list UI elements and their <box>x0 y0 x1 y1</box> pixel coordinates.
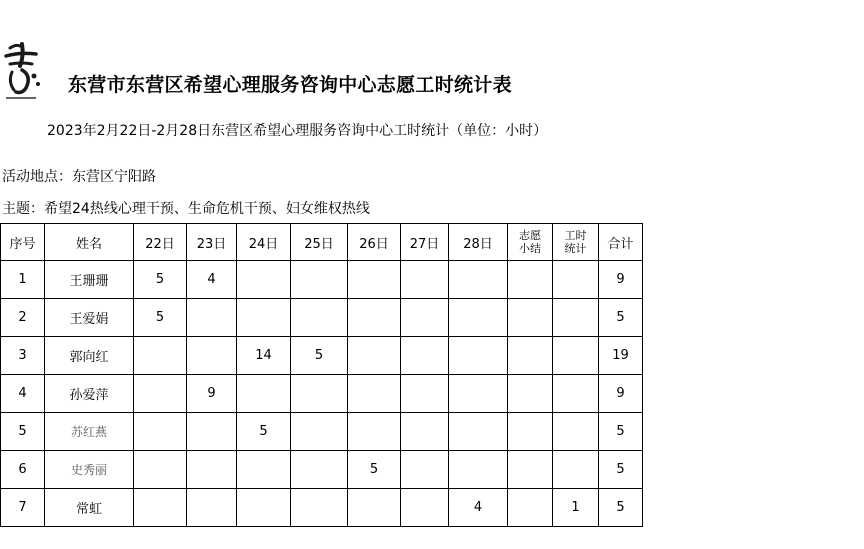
table-cell <box>401 337 449 375</box>
table-cell: 2 <box>1 299 45 337</box>
header-cell-line: 工时 <box>564 229 587 242</box>
table-header-row <box>1 224 643 261</box>
header-cell: 合计 <box>599 224 643 261</box>
header-cell: 23日 <box>187 224 237 261</box>
table-cell <box>134 375 187 413</box>
table-cell <box>291 413 348 451</box>
table-row <box>1 413 643 451</box>
table-cell <box>508 299 553 337</box>
table-cell <box>449 299 508 337</box>
header-cell-line: 小结 <box>519 242 541 255</box>
table-cell: 5 <box>1 413 45 451</box>
header-cell: 27日 <box>401 224 449 261</box>
table-cell <box>553 413 599 451</box>
table-cell <box>134 337 187 375</box>
table-cell <box>187 451 237 489</box>
table-cell <box>401 451 449 489</box>
header-cell: 姓名 <box>45 224 134 261</box>
table-row <box>1 337 643 375</box>
table-cell <box>348 375 401 413</box>
header-cell: 28日 <box>449 224 508 261</box>
table-cell <box>348 337 401 375</box>
table-cell: 常虹 <box>45 489 134 527</box>
table-cell <box>401 489 449 527</box>
table-cell: 5 <box>599 451 643 489</box>
table-cell: 苏红燕 <box>45 413 134 451</box>
table-cell: 19 <box>599 337 643 375</box>
hours-table <box>0 223 643 527</box>
header-cell: 序号 <box>1 224 45 261</box>
table-cell: 14 <box>237 337 291 375</box>
table-cell <box>348 299 401 337</box>
table-cell: 王珊珊 <box>45 261 134 299</box>
table-cell <box>508 261 553 299</box>
table-cell: 5 <box>599 299 643 337</box>
table-cell <box>134 413 187 451</box>
table-cell <box>553 337 599 375</box>
table-cell <box>449 451 508 489</box>
table-cell <box>187 489 237 527</box>
header-cell <box>508 224 553 261</box>
table-cell <box>401 375 449 413</box>
table-cell: 1 <box>1 261 45 299</box>
table-cell: 6 <box>1 451 45 489</box>
header-cell: 24日 <box>237 224 291 261</box>
table-cell: 5 <box>237 413 291 451</box>
header-cell <box>553 224 599 261</box>
table-cell: 9 <box>187 375 237 413</box>
table-cell: 5 <box>599 489 643 527</box>
table-cell <box>449 413 508 451</box>
table-cell <box>237 299 291 337</box>
table-row <box>1 261 643 299</box>
table-cell <box>291 261 348 299</box>
table-cell <box>134 451 187 489</box>
subtitle: 2023年2月22日-2月28日东营区希望心理服务咨询中心工时统计（单位：小时） <box>47 123 548 139</box>
activity-location: 活动地点：东营区宁阳路 <box>2 169 156 185</box>
header-cell: 22日 <box>134 224 187 261</box>
table-cell: 4 <box>449 489 508 527</box>
table-row <box>1 451 643 489</box>
table-cell <box>508 451 553 489</box>
table-cell <box>187 413 237 451</box>
table-cell <box>187 299 237 337</box>
table-cell <box>401 299 449 337</box>
table-cell: 7 <box>1 489 45 527</box>
table-cell <box>508 375 553 413</box>
table-cell: 5 <box>348 451 401 489</box>
table-cell <box>348 489 401 527</box>
volunteer-logo-icon <box>2 40 44 104</box>
table-cell: 1 <box>553 489 599 527</box>
table-cell: 郭向红 <box>45 337 134 375</box>
header-cell: 26日 <box>348 224 401 261</box>
table-cell <box>508 337 553 375</box>
table-cell <box>449 337 508 375</box>
table-cell <box>553 375 599 413</box>
table-cell <box>553 451 599 489</box>
table-cell: 5 <box>599 413 643 451</box>
table-cell <box>348 261 401 299</box>
table-cell <box>237 489 291 527</box>
table-cell <box>449 375 508 413</box>
table-cell <box>291 375 348 413</box>
table-cell <box>508 489 553 527</box>
table-cell <box>401 413 449 451</box>
table-cell <box>553 261 599 299</box>
table-cell <box>187 337 237 375</box>
page-title: 东营市东营区希望心理服务咨询中心志愿工时统计表 <box>68 74 512 96</box>
table-cell <box>134 489 187 527</box>
table-cell <box>237 261 291 299</box>
table-cell: 5 <box>134 299 187 337</box>
table-cell <box>291 299 348 337</box>
table-cell: 王爱娟 <box>45 299 134 337</box>
table-cell <box>291 451 348 489</box>
table-cell <box>553 299 599 337</box>
header-cell: 25日 <box>291 224 348 261</box>
table-cell: 9 <box>599 375 643 413</box>
table-cell: 史秀丽 <box>45 451 134 489</box>
table-cell: 孙爱萍 <box>45 375 134 413</box>
table-cell: 5 <box>291 337 348 375</box>
table-cell <box>291 489 348 527</box>
table-cell <box>237 451 291 489</box>
table-cell <box>401 261 449 299</box>
table-cell <box>237 375 291 413</box>
table-cell <box>348 413 401 451</box>
activity-theme: 主题：希望24热线心理干预、生命危机干预、妇女维权热线 <box>2 201 370 217</box>
table-row <box>1 489 643 527</box>
table-cell: 3 <box>1 337 45 375</box>
table-cell <box>508 413 553 451</box>
table-cell: 5 <box>134 261 187 299</box>
table-cell: 4 <box>187 261 237 299</box>
header-cell-line: 统计 <box>564 242 587 255</box>
table-cell: 4 <box>1 375 45 413</box>
table-cell: 9 <box>599 261 643 299</box>
table-row <box>1 375 643 413</box>
table-row <box>1 299 643 337</box>
header-cell-line: 志愿 <box>519 229 541 242</box>
table-cell <box>449 261 508 299</box>
